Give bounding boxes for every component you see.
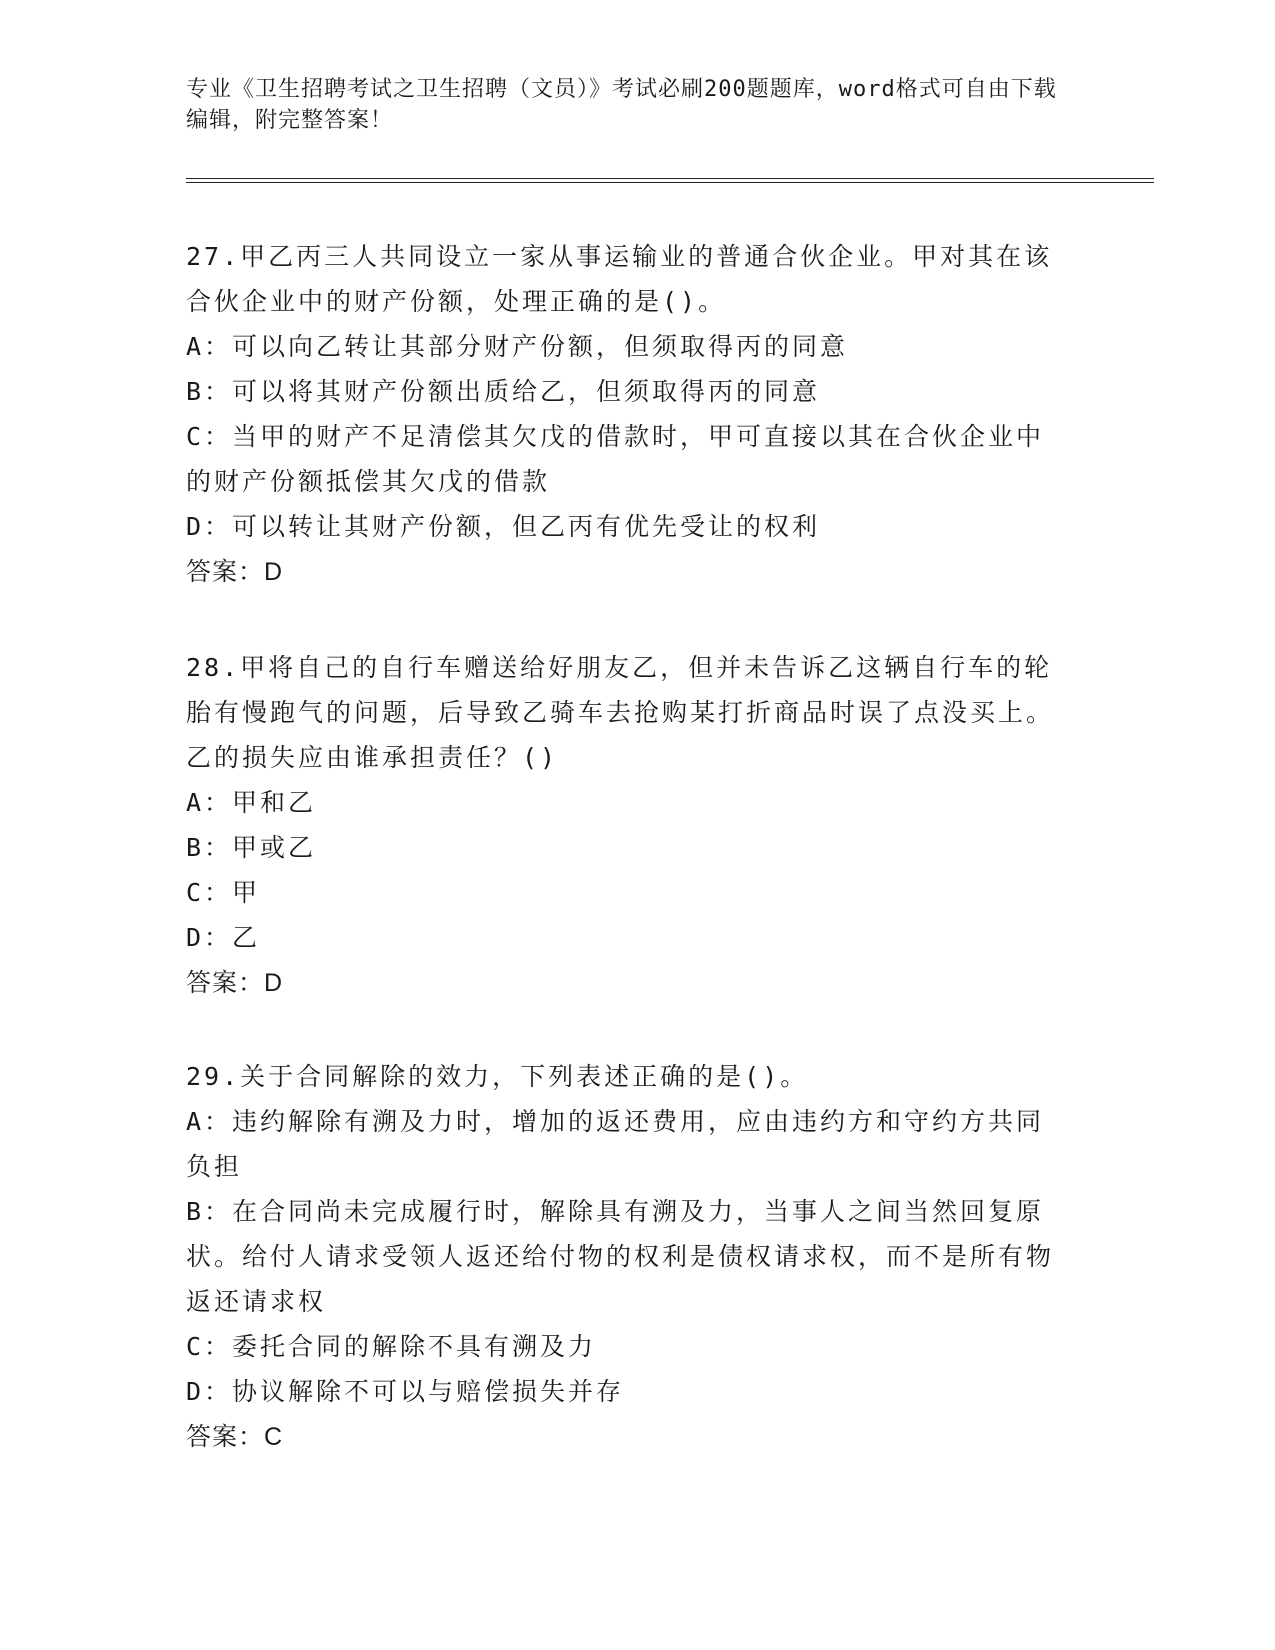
question-text: 29.关于合同解除的效力，下列表述正确的是()。: [186, 1062, 809, 1091]
header-double-rule: [186, 178, 1154, 183]
option-a: A：违约解除有溯及力时，增加的返还费用，应由违约方和守约方共同负担: [186, 1107, 1045, 1181]
option-d: D：可以转让其财产份额，但乙丙有优先受让的权利: [186, 512, 821, 541]
option-c: C：甲: [186, 878, 261, 907]
answer-line: 答案：D: [186, 969, 284, 997]
option-d: D：乙: [186, 923, 261, 952]
option-c: C：当甲的财产不足清偿其欠戊的借款时，甲可直接以其在合伙企业中的财产份额抵偿其欠戊的借款: [186, 422, 1045, 496]
option-a: A：甲和乙: [186, 788, 317, 817]
question-text: 27.甲乙丙三人共同设立一家从事运输业的普通合伙企业。甲对其在该合伙企业中的财产份额，处理正确的是()。: [186, 242, 1053, 316]
document-page: [186, 0, 1146, 1650]
option-a: A：可以向乙转让其部分财产份额，但须取得丙的同意: [186, 332, 849, 361]
question-29: [186, 1054, 1066, 1460]
document-header: 专业《卫生招聘考试之卫生招聘（文员）》考试必刷200题题库，word格式可自由下载编辑，附完整答案！: [186, 77, 1057, 133]
question-28: [186, 645, 1066, 1006]
answer-line: 答案：D: [186, 558, 284, 586]
option-d: D：协议解除不可以与赔偿损失并存: [186, 1377, 625, 1406]
option-b: B：在合同尚未完成履行时，解除具有溯及力，当事人之间当然回复原状。给付人请求受领人返还给付物的权利是债权请求权，而不是所有物返还请求权: [186, 1197, 1055, 1316]
question-text: 28.甲将自己的自行车赠送给好朋友乙，但并未告诉乙这辆自行车的轮胎有慢跑气的问题，后导致乙骑车去抢购某打折商品时误了点没买上。乙的损失应由谁承担责任？(): [186, 653, 1055, 772]
option-c: C：委托合同的解除不具有溯及力: [186, 1332, 597, 1361]
question-27: [186, 234, 1066, 595]
answer-line: 答案：C: [186, 1423, 284, 1451]
option-b: B：可以将其财产份额出质给乙，但须取得丙的同意: [186, 377, 821, 406]
option-b: B：甲或乙: [186, 833, 317, 862]
